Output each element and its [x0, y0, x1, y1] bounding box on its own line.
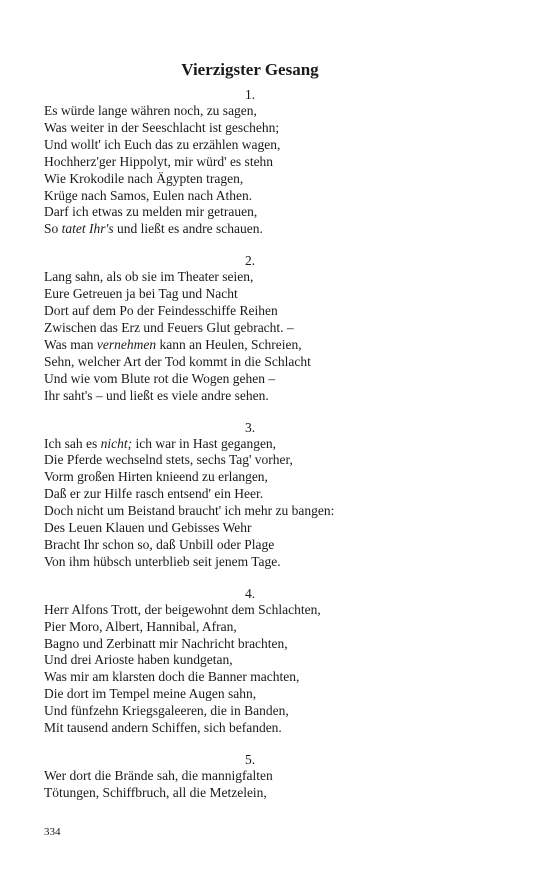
- stanza-number: 4.: [244, 585, 256, 601]
- verse-text: Die dort im Tempel meine Augen sahn,: [44, 686, 257, 702]
- verse-line: [44, 520, 464, 537]
- verse-line: [44, 636, 464, 653]
- verse-line: [44, 469, 464, 486]
- verse-text: Lang sahn, als ob sie im Theater seien,: [44, 269, 254, 285]
- verse-text: Von ihm hübsch unterblieb seit jenem Tage.: [44, 553, 281, 569]
- verse-line: [44, 768, 464, 785]
- verse-text: Die Pferde wechselnd stets, sechs Tag' vorher,: [44, 452, 293, 468]
- verse-line: [44, 703, 464, 720]
- verse-line: [44, 537, 464, 554]
- verse-line: [44, 354, 464, 371]
- verse-text: Bracht Ihr schon so, daß Unbill oder Plage: [44, 536, 275, 552]
- verse-text: ich war in Hast gegangen,: [132, 435, 277, 451]
- stanza-number: 1.: [244, 87, 256, 102]
- verse-text: Wie Krokodile nach Ägypten tragen,: [44, 170, 244, 186]
- verse-text: Ich sah es: [44, 435, 101, 451]
- verse-text: Bagno und Zerbinatt mir Nachricht brachten,: [44, 635, 288, 651]
- verse-line: [44, 554, 464, 571]
- verse-line: [44, 669, 464, 686]
- verse-text: Was man: [44, 336, 97, 352]
- verse-line: [44, 137, 464, 154]
- verse-text: Daß er zur Hilfe rasch entsend' ein Heer.: [44, 486, 264, 502]
- verse-text: Sehn, welcher Art der Tod kommt in die Schlacht: [44, 353, 311, 369]
- stanza: [44, 585, 464, 737]
- verse-line: [44, 371, 464, 388]
- verse-text: Dort auf dem Po der Feindesschiffe Reihen: [44, 303, 278, 319]
- verse-text: Und wie vom Blute rot die Wogen gehen –: [44, 370, 276, 386]
- verse-line: [44, 103, 464, 120]
- stanza-number: 5.: [244, 752, 256, 767]
- verse-line: [44, 503, 464, 520]
- verse-line: [44, 602, 464, 619]
- verse-text: Was weiter in der Seeschlacht ist geschehn;: [44, 119, 280, 135]
- verse-text: Des Leuen Klauen und Gebisses Wehr: [44, 520, 252, 536]
- verse-line: [44, 720, 464, 737]
- verse-line: [44, 120, 464, 137]
- verse-line: [44, 204, 464, 221]
- verse-text: Krüge nach Samos, Eulen nach Athen.: [44, 187, 253, 203]
- poem-body: [44, 86, 464, 816]
- verse-emphasis: nicht;: [100, 435, 133, 451]
- verse-text: Herr Alfons Trott, der beigewohnt dem Schlachten,: [44, 601, 321, 617]
- page-number: 334: [44, 826, 61, 838]
- verse-line: [44, 188, 464, 205]
- stanza: [44, 86, 464, 238]
- verse-line: [44, 154, 464, 171]
- verse-line: [44, 619, 464, 636]
- stanza-number: 2.: [244, 253, 256, 269]
- verse-line: [44, 171, 464, 188]
- stanza: [44, 751, 464, 802]
- verse-line: [44, 686, 464, 703]
- verse-text: Darf ich etwas zu melden mir getrauen,: [44, 204, 258, 220]
- verse-line: [44, 486, 464, 503]
- verse-text: Pier Moro, Albert, Hannibal, Afran,: [44, 618, 237, 634]
- verse-line: [44, 436, 464, 453]
- verse-line: [44, 286, 464, 303]
- verse-text: Tötungen, Schiffbruch, all die Metzelein,: [44, 784, 267, 800]
- verse-text: Wer dort die Brände sah, die mannigfalten: [44, 768, 273, 783]
- verse-line: [44, 320, 464, 337]
- verse-text: Was mir am klarsten doch die Banner machten,: [44, 669, 300, 685]
- verse-line: [44, 337, 464, 354]
- verse-text: Mit tausend andern Schiffen, sich befanden.: [44, 720, 282, 736]
- verse-text: Vorm großen Hirten knieend zu erlangen,: [44, 469, 268, 485]
- verse-text: Doch nicht um Beistand braucht' ich mehr zu bangen:: [44, 503, 335, 519]
- verse-line: [44, 452, 464, 469]
- stanza: [44, 252, 464, 404]
- verse-text: Hochherz'ger Hippolyt, mir würd' es stehn: [44, 153, 274, 169]
- chapter-title: Vierzigster Gesang: [181, 60, 319, 79]
- verse-line: [44, 221, 464, 238]
- verse-text: Ihr saht's – und ließt es viele andre sehen.: [44, 387, 269, 403]
- verse-text: und ließt es andre schauen.: [113, 221, 263, 237]
- verse-emphasis: tatet Ihr's: [61, 221, 114, 237]
- verse-line: [44, 269, 464, 286]
- verse-text: kann an Heulen, Schreien,: [156, 336, 302, 352]
- verse-emphasis: vernehmen: [96, 336, 157, 352]
- stanza-number: 3.: [244, 419, 256, 435]
- verse-line: [44, 785, 464, 802]
- verse-text: So: [44, 221, 62, 237]
- verse-text: Und wollt' ich Euch das zu erzählen wagen,: [44, 136, 281, 152]
- verse-text: Eure Getreuen ja bei Tag und Nacht: [44, 286, 238, 302]
- verse-line: [44, 388, 464, 405]
- verse-text: Es würde lange währen noch, zu sagen,: [44, 103, 257, 118]
- verse-text: Zwischen das Erz und Feuers Glut gebracht. –: [44, 319, 294, 335]
- stanza: [44, 419, 464, 571]
- verse-line: [44, 303, 464, 320]
- verse-text: Und fünfzehn Kriegsgaleeren, die in Banden,: [44, 703, 289, 719]
- verse-text: Und drei Arioste haben kundgetan,: [44, 652, 233, 668]
- verse-line: [44, 652, 464, 669]
